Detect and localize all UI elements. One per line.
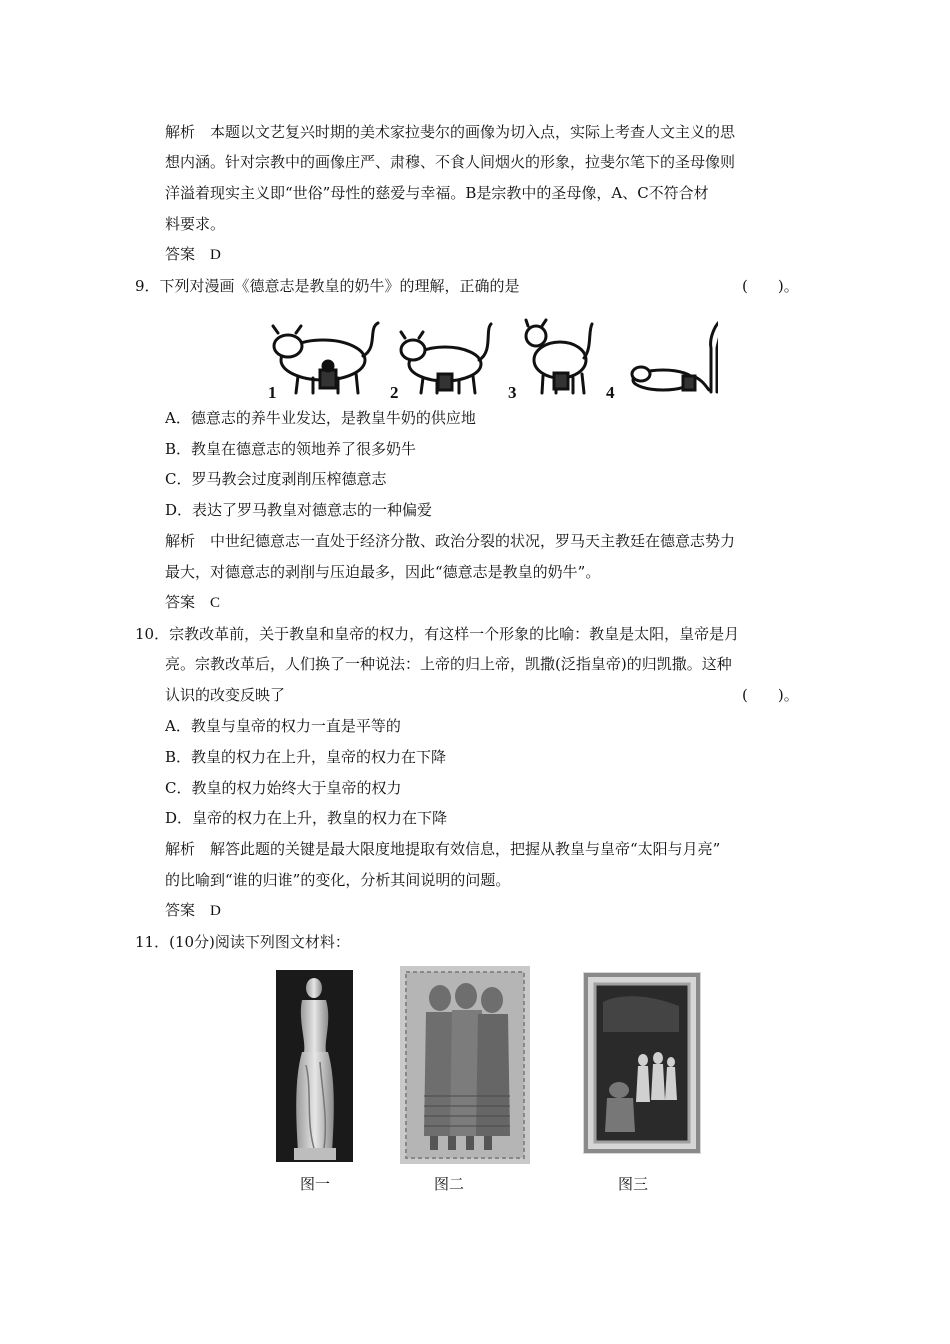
q10-answer: 答案 D	[165, 903, 221, 919]
statue-photo-figure-1	[276, 970, 353, 1162]
medieval-figures-figure-2	[400, 966, 530, 1164]
framed-painting-figure-3	[583, 972, 701, 1154]
q9-option-a: A．德意志的养牛业发达，是教皇牛奶的供应地	[165, 409, 476, 427]
caption-figure-2: 图二	[433, 1175, 464, 1193]
q9-analysis-line-2: 最大，对德意志的剥削与压迫最多，因此“德意志是教皇的奶牛”。	[165, 563, 601, 581]
q9-analysis-line-1: 解析 中世纪德意志一直处于经济分散、政治分裂的状况，罗马天主教廷在德意志势力	[165, 532, 736, 550]
q8-analysis-line-4: 料要求。	[165, 215, 226, 233]
q10-stem-line-2: 亮。宗教改革后，人们换了一种说法：上帝的归上帝，凯撒(泛指皇帝)的归凯撒。这种	[165, 655, 732, 673]
panel-number-4: 4	[606, 383, 615, 400]
q10-option-b: B．教皇的权力在上升，皇帝的权力在下降	[165, 748, 447, 766]
panel-number-3: 3	[508, 383, 517, 400]
q11-stem: 11．(10分)阅读下列图文材料：	[135, 933, 350, 951]
cow-panel-3	[526, 320, 592, 393]
caption-figure-3: 图三	[617, 1175, 648, 1193]
q10-stem-line-1: 10．宗教改革前，关于教皇和皇帝的权力，有这样一个形象的比喻：教皇是太阳，皇帝是月	[135, 625, 740, 643]
caption-figure-1: 图一	[299, 1175, 330, 1193]
q10-option-c: C．教皇的权力始终大于皇帝的权力	[165, 779, 402, 797]
q10-analysis-line-2: 的比喻到“谁的归谁”的变化，分析其间说明的问题。	[165, 871, 511, 889]
q9-bracket: ( )。	[742, 277, 799, 295]
q8-analysis-line-1: 解析 本题以文艺复兴时期的美术家拉斐尔的画像为切入点，实际上考查人文主义的思	[165, 123, 736, 141]
cow-panel-1	[273, 323, 378, 393]
q10-bracket: ( )。	[742, 686, 799, 704]
q8-analysis-line-2: 想内涵。针对宗教中的画像庄严、肃穆、不食人间烟火的形象，拉斐尔笔下的圣母像则	[165, 153, 736, 171]
panel-number-2: 2	[390, 383, 399, 400]
q10-option-a: A．教皇与皇帝的权力一直是平等的	[165, 717, 401, 735]
q9-stem: 9．下列对漫画《德意志是教皇的奶牛》的理解，正确的是	[135, 277, 520, 295]
q10-analysis-line-1: 解析 解答此题的关键是最大限度地提取有效信息，把握从教皇与皇帝“太阳与月亮”	[165, 840, 721, 858]
q9-option-b: B．教皇在德意志的领地养了很多奶牛	[165, 440, 417, 458]
q10-option-d: D．皇帝的权力在上升，教皇的权力在下降	[165, 809, 448, 827]
q9-option-c: C．罗马教会过度剥削压榨德意志	[165, 470, 387, 488]
cow-panel-4	[632, 322, 718, 392]
q8-answer: 答案 D	[165, 247, 221, 263]
q9-answer: 答案 C	[165, 595, 221, 611]
q8-analysis-line-3: 洋溢着现实主义即“世俗”母性的慈爱与幸福。B是宗教中的圣母像，A、C不符合材	[165, 184, 709, 202]
cow-panel-2	[401, 324, 491, 393]
panel-number-1: 1	[268, 383, 277, 400]
cow-cartoon-figure	[268, 318, 718, 400]
q9-option-d: D．表达了罗马教皇对德意志的一种偏爱	[165, 501, 433, 519]
q10-stem-line-3: 认识的改变反映了	[165, 686, 286, 704]
